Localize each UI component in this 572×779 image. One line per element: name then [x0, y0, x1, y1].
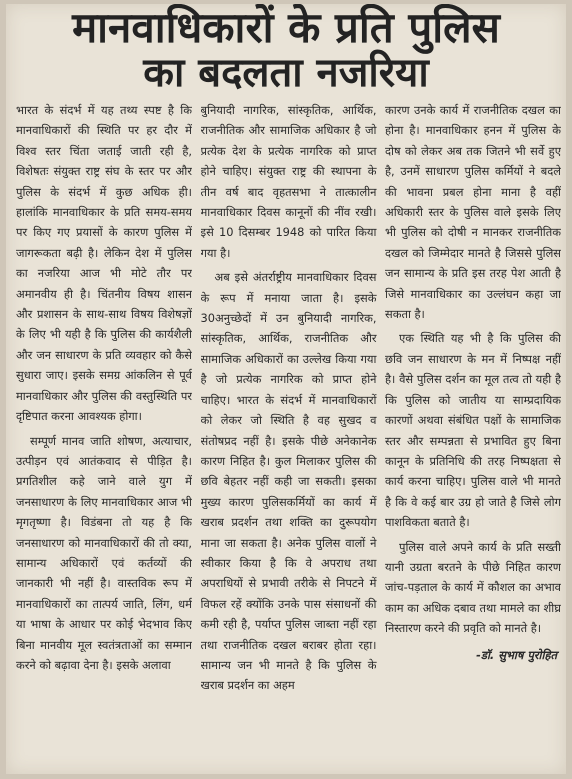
paragraph: कारण उनके कार्य में राजनीतिक दखल का होना है। मानवाधिकार हनन में पुलिस के दोष को लेकर अब तक जितने भी सर्वे हुए है, उनमें साधारण पुलिस कर्मियों ने बदले की भावना प्रबल होना माना है वहीं अधिकारी स्तर के पुलिस वाले इसके लिए भी पुलिस को दोषी न मानकर राजनीतिक दखल को जिम्मेदार मानते है जिससे पुलिस जन सामान्य के प्रति इस तरह पेश आती है जिसे मानवाधिकार का उल्लंघन कहा जा सकता है।	[385, 103, 561, 322]
paragraph: भारत के संदर्भ में यह तथ्य स्पष्ट है कि मानवाधिकारों की स्थिति पर हर दौर में विश्व स्तर चिंता जताई जाती रही है, विशेषतः संयुक्त राष्ट्र संघ के स्तर पर और पुलिस के संदर्भ में कुछ अधिक ही। हालांकि मानवाधिकार के प्रति समय-समय पर किए गए प्रयासों के कारण पुलिस में जागरूकता बढ़ी है। लेकिन देश में पुलिस का नजरिया आज भी मोटे तौर पर अमानवीय ही है। चिंतनीय विषय शासन और प्रशासन के साथ-साथ विषय विशेषज्ञों के लिए भी यही है कि पुलिस की कार्यशैली और जन साधारण के प्रति व्यवहार को कैसे सुधारा जाए। इसके समग्र आंकलिन से पूर्व मानवाधिकार और पुलिस की वस्तुस्थिति पर दृष्टिपात करना आवश्यक होगा।	[16, 103, 192, 424]
paragraph: पुलिस वाले अपने कार्य के प्रति सख्ती यानी उग्रता बरतने के पीछे निहित कारण जांच-पड़ताल के कार्य में कौशल का अभाव काम का अधिक दबाव तथा मामले का शीघ्र निस्तारण करने की प्रवृति को मानते है।	[385, 539, 561, 636]
headline	[6, 4, 566, 97]
newspaper-clipping	[6, 4, 566, 774]
article-column-1	[16, 100, 192, 768]
author-byline: -डॉ. सुभाष पुरोहित	[476, 647, 557, 662]
paragraph: सम्पूर्ण मानव जाति शोषण, अत्याचार, उत्पीड़न एवं आतंकवाद से पीड़ित है। प्रगतिशील कहे जाने वाले युग में जनसाधारण के लिए मानवाधिकार आज भी मृगतृष्णा है। विडंबना तो यह है कि जनसाधारण को मानवाधिकारों की तो क्या, सामान्य अधिकारों एवं कर्तव्यों की जानकारी भी नहीं है। वास्तविक रूप में मानवाधिकारों का तात्पर्य जाति, लिंग, धर्म या भाषा के आधार पर कोई भेदभाव किए बिना मानवीय मूल स्वतंत्रताओं का सम्मान करने को बढ़ावा देना है। इसके अलावा	[16, 433, 192, 672]
paragraph: एक स्थिति यह भी है कि पुलिस की छवि जन साधारण के मन में निष्पक्ष नहीं है। वैसे पुलिस दर्शन का मूल तत्व तो यही है कि पुलिस को जातीय या साम्प्रदायिक कारणों अथवा संबंधित पक्षों के सामाजिक स्तर और सम्पन्नता से प्रभावित हुए बिना कानून के प्रतिनिधि की तरह निष्पक्षता से कार्य करना चाहिए। पुलिस वाले भी मानते है कि वे कई बार उग्र हो जाते है जिसे लोग पाशविकता बताते है।	[385, 331, 561, 530]
article-column-3	[385, 100, 561, 768]
article-column-2	[201, 100, 377, 768]
headline-line-2: का बदलता नजरिया	[143, 50, 429, 97]
paragraph: बुनियादी नागरिक, सांस्कृतिक, आर्थिक, राजनीतिक और सामाजिक अधिकार है जो प्रत्येक देश के प्रत्येक नागरिक को प्राप्त होने चाहिए। संयुक्त राष्ट्र की स्थापना के तीन वर्ष बाद वृहतसभा ने तात्कालीन मानवाधिकार दिवस कानूनों की नींव रखी। इसे 10 दिसम्बर 1948 को पारित किया गया है।	[200, 103, 377, 260]
headline-line-1: मानवाधिकारों के प्रति पुलिस	[72, 4, 500, 52]
article-body	[16, 100, 561, 768]
paragraph: अब इसे अंतर्राष्ट्रीय मानवाधिकार दिवस के रूप में मनाया जाता है। इसके 30अनुच्छेदों में उन बुनियादी नागरिक, सांस्कृतिक, आर्थिक, राजनीतिक और सामाजिक अधिकारों का उल्लेख किया गया है जो प्रत्येक नागरिक को प्राप्त होने चाहिए। भारत के संदर्भ में मानवाधिकारों को लेकर जो स्थिति है वह सुखद व संतोषप्रद नहीं है। इसके पीछे अनेकानेक कारण निहित है। कुल मिलाकर पुलिस की छवि बेहतर नहीं कही जा सकती। इसका मुख्य कारण पुलिसकर्मियों का कार्य में खराब प्रदर्शन तथा शक्ति का दुरूपयोग माना जा सकता है। अनेक पुलिस वालों ने स्वीकार किया है कि वे अपराध तथा अपराधियों से प्रभावी तरीके से निपटने में विफल रहें क्योंकि उनके पास संसाधनों की कमी रही है, पर्याप्त पुलिस जाब्ता नहीं रहा तथा राजनीतिक दखल बराबर होता रहा। सामान्य जन भी मानते है कि पुलिस के खराब प्रदर्शन का अहम	[200, 270, 377, 693]
